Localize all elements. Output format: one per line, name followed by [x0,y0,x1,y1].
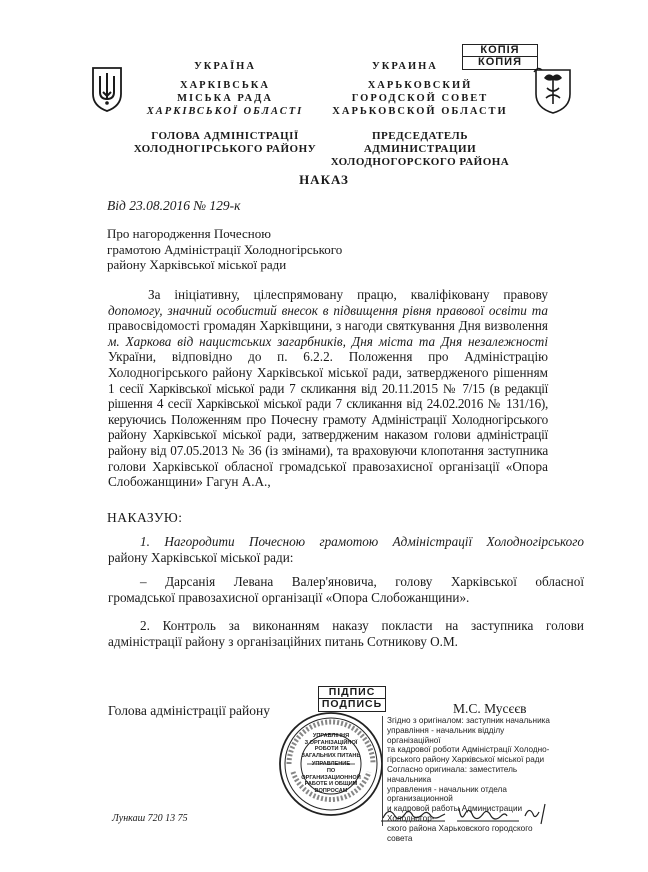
certification-line: и кадровой работы Администрации Холодногор- [387,804,523,823]
seal-line: ПО ОРГАНИЗАЦИОННОЙ [301,767,361,781]
person-line-1: – Дарсанія Левана Валер'яновича, голову Харківської обласної [140,574,584,589]
header-right-council-1: ХАРЬКОВСКИЙ [367,80,473,91]
certification-line: гірського району Харківської міської ради [387,755,545,765]
signature-stamp [318,686,386,712]
certification-line: Согласно оригинала: заместитель начальника [387,764,518,784]
header-right-head-2: ХОЛОДНОГОРСКОГО РАЙОНА [330,156,510,168]
header-left-head-1: ГОЛОВА АДМІНІСТРАЦІЇ [151,130,299,142]
order-item-1-line-1: 1. Нагородити Почесною грамотою Адміністрації Холодногірського [140,534,584,549]
paragraph-line: Холодногірського району Харківської міської ради, затвердженого рішенням [108,364,548,380]
paragraph-line: 1 сесії Харківської міської ради 7 скликання від 20.11.2015 № 7/15 (в редакції [108,380,548,396]
order-item-2-line-2: адміністрації району з організаційних питань Сотникову О.М. [108,633,458,649]
header-left-council-2: МІСЬКА РАДА [177,93,273,104]
seal-line: РОБОТИ ТА [314,746,348,753]
document-subject [107,226,342,273]
order-item-1 [108,534,584,565]
signatory-position: Голова адміністрації району [108,703,270,718]
paragraph-line: району Харківської міської ради, затвердженим наказом голови адміністрації [108,427,548,443]
seal-line: ЗАГАЛЬНИХ ПИТАНЬ [301,752,361,759]
copy-stamp [462,44,538,70]
certification-stamp [382,716,557,843]
header-right-council-2: ГОРОДСКОЙ СОВЕТ [351,93,489,104]
paragraph-line: За ініціативну, цілеспрямовану працю, кваліфіковану правову [148,287,548,302]
certification-line: управления - начальник отдела организационной [387,784,507,804]
executor-note: Лункаш 720 13 75 [112,813,188,824]
copy-stamp-line-1: КОПІЯ [480,44,520,56]
order-item-2-line-1: 2. Контроль за виконанням наказу покласти на заступника голови [140,618,584,633]
paragraph-line: керуючись Положенням про Почесну грамоту Адміністрації Холодногірського [108,411,548,427]
order-word: НАКАЗУЮ: [107,510,183,525]
paragraph-line: правосвідомості громадян Харківщини, з нагоди святкування Дня визволення [108,318,548,334]
subject-line: грамотою Адміністрації Холодногірського [107,241,343,257]
seal-line: З ОРГАНІЗАЦІЙНОЇ [304,739,358,746]
certification-line: управління - начальник відділу організаційної [387,725,505,745]
round-seal-text [301,733,361,794]
header-left [130,60,320,156]
trident-coat-of-arms-icon [90,66,124,112]
seal-line: УПРАВЛЕНИЕ [311,761,351,768]
header-left-council-1: ХАРКІВСЬКА [179,80,270,91]
signatory-name: М.С. Мусєєв [453,701,527,716]
paragraph-line: України, відповідно до п. 6.2.2. Положення про Адміністрацію [108,349,548,365]
seal-line: РАБОТЕ И ОБЩИМ [304,781,358,788]
subject-line: району Харківської міської ради [107,257,287,272]
paragraph-line: м. Харкова від нацистських загарбників, Дня міста та Дня незалежності [108,333,548,349]
seal-line: УПРАВЛІННЯ [312,733,350,739]
signature-stamp-line-2: ПОДПИСЬ [319,698,385,710]
header-left-head-2: ХОЛОДНОГІРСЬКОГО РАЙОНУ [133,143,317,155]
header-right-country: УКРАИНА [372,61,438,72]
header-left-council-3: ХАРКІВСЬКОЇ ОБЛАСТІ [146,106,304,117]
round-seal-icon [277,710,385,818]
header-left-country: УКРАЇНА [194,61,256,72]
paragraph-line: району від 07.05.2013 № 36 (із змінами), та враховуючи клопотання заступника [108,442,548,458]
certification-line: та кадрової роботи Адміністрації Холодно- [387,745,550,755]
paragraph-line: Слобожанщини» Гагун А.А., [108,474,271,490]
paragraph-line: допомогу, значний особистий внесок в підвищення рівня правової освіти та [108,302,548,318]
certification-line: ского района Харьковского городского совета [387,823,533,843]
kharkiv-coat-of-arms-icon [532,64,574,114]
header-right-head-1: ПРЕДСЕДАТЕЛЬ АДМИНИСТРАЦИИ [363,130,477,155]
paragraph-line: голови Харківської обласної громадської правозахисної організації «Опора [108,458,548,474]
main-paragraph [108,287,548,490]
order-item-2 [108,618,584,649]
header-right-council-3: ХАРЬКОВСКОЙ ОБЛАСТИ [332,106,508,117]
paragraph-line: рішення 4 сесії Харківської міської ради 7 скликання від 24.02.2016 № 131/16), [108,396,548,412]
person-line-2: громадської правозахисної організації «Опора Слобожанщини». [108,589,470,605]
subject-line: Про нагородження Почесною [107,226,271,241]
order-item-1-person [108,574,584,605]
certification-line: Згідно з оригіналом: заступник начальника [387,716,550,725]
handwritten-signature-icon [379,800,559,826]
header-right [320,60,520,169]
seal-line: ВОПРОСАМ [314,787,348,794]
document-date-number: Від 23.08.2016 № 129-к [107,198,241,213]
document-title: НАКАЗ [299,172,349,187]
order-item-1-line-2: району Харківської міської ради: [108,549,294,565]
signature-stamp-line-1: ПІДПИС [328,686,376,698]
copy-stamp-line-2: КОПИЯ [463,56,537,68]
